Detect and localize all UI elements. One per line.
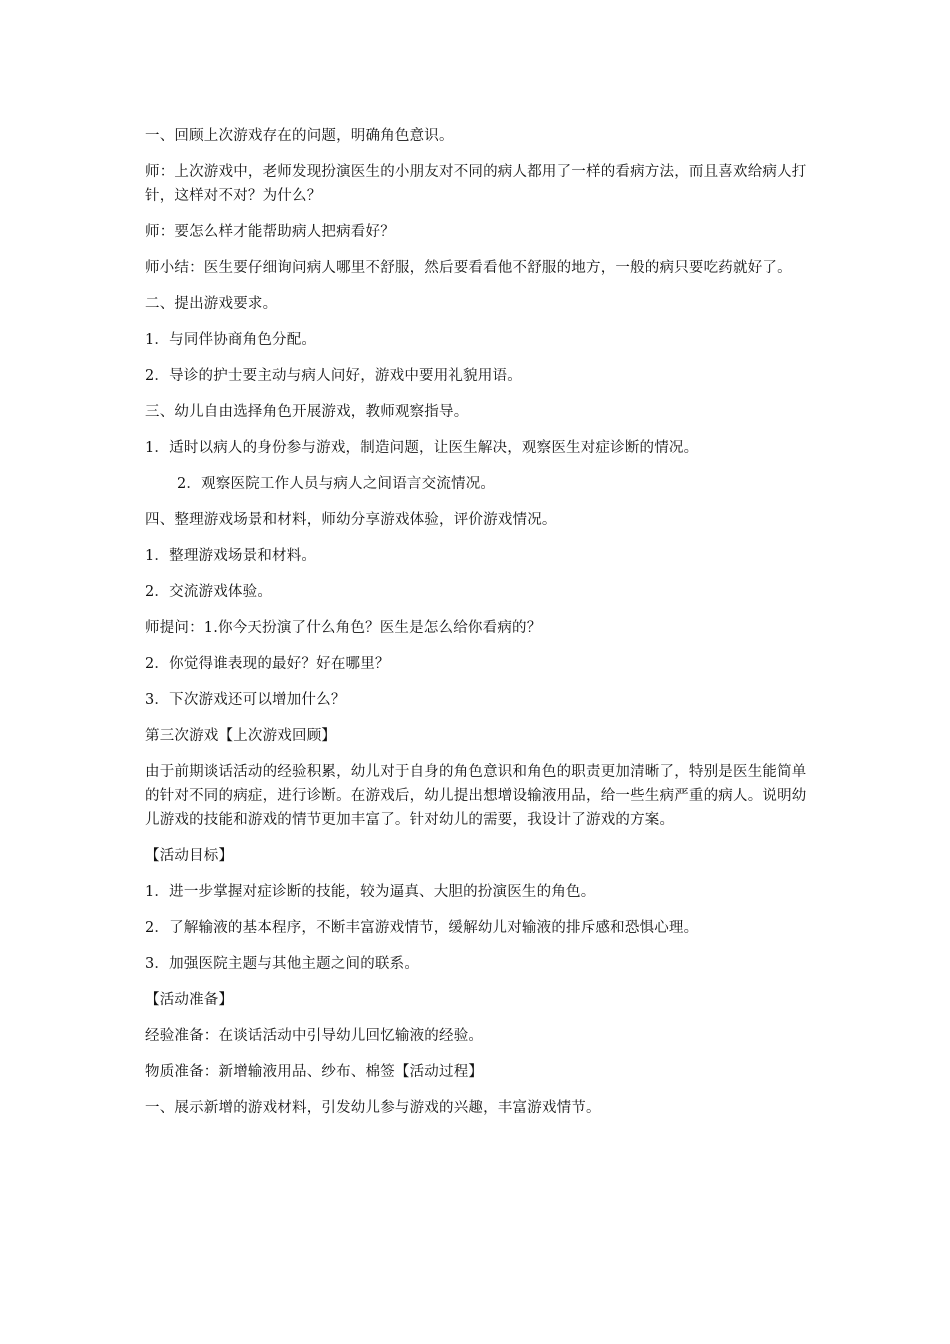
paragraph: 师提问：1.你今天扮演了什么角色？医生是怎么给你看病的？ <box>145 620 542 636</box>
paragraph: 经验准备：在谈话活动中引导幼儿回忆输液的经验。 <box>145 1028 484 1044</box>
paragraph: 2．观察医院工作人员与病人之间语言交流情况。 <box>177 476 496 492</box>
paragraph: 三、幼儿自由选择角色开展游戏，教师观察指导。 <box>145 404 469 420</box>
paragraph: 由于前期谈话活动的经验积累，幼儿对于自身的角色意识和角色的职责更加清晰了，特别是医生能简单的针对不同的病症，进行诊断。在游戏后，幼儿提出想增设输液用品，给一些生病严重的病人。说明幼儿游戏的技能和游戏的情节更加丰富了。针对幼儿的需要，我设计了游戏的方案。 <box>145 764 807 828</box>
paragraph: 3．下次游戏还可以增加什么？ <box>145 692 346 708</box>
paragraph: 一、展示新增的游戏材料，引发幼儿参与游戏的兴趣，丰富游戏情节。 <box>145 1100 601 1116</box>
paragraph: 【活动目标】 <box>145 848 234 864</box>
document-body <box>145 124 810 1132</box>
paragraph: 1．适时以病人的身份参与游戏，制造问题，让医生解决，观察医生对症诊断的情况。 <box>145 440 699 456</box>
paragraph: 四、整理游戏场景和材料，师幼分享游戏体验，评价游戏情况。 <box>145 512 557 528</box>
paragraph: 【活动准备】 <box>145 992 234 1008</box>
paragraph: 二、提出游戏要求。 <box>145 296 278 312</box>
paragraph: 3．加强医院主题与其他主题之间的联系。 <box>145 956 420 972</box>
paragraph: 2．你觉得谁表现的最好？好在哪里？ <box>145 656 390 672</box>
paragraph: 2．导诊的护士要主动与病人问好，游戏中要用礼貌用语。 <box>145 368 522 384</box>
paragraph: 2．交流游戏体验。 <box>145 584 273 600</box>
paragraph: 1．整理游戏场景和材料。 <box>145 548 317 564</box>
paragraph: 1．与同伴协商角色分配。 <box>145 332 317 348</box>
paragraph: 第三次游戏【上次游戏回顾】 <box>145 728 337 744</box>
paragraph: 师：上次游戏中，老师发现扮演医生的小朋友对不同的病人都用了一样的看病方法，而且喜欢给病人打针，这样对不对？为什么？ <box>145 164 807 204</box>
paragraph: 师：要怎么样才能帮助病人把病看好？ <box>145 224 395 240</box>
paragraph: 2．了解输液的基本程序，不断丰富游戏情节，缓解幼儿对输液的排斥感和恐惧心理。 <box>145 920 699 936</box>
paragraph: 一、回顾上次游戏存在的问题，明确角色意识。 <box>145 128 454 144</box>
paragraph: 物质准备：新增输液用品、纱布、棉签【活动过程】 <box>145 1064 484 1080</box>
paragraph: 师小结：医生要仔细询问病人哪里不舒服，然后要看看他不舒服的地方，一般的病只要吃药就好了。 <box>145 260 792 276</box>
paragraph: 1．进一步掌握对症诊断的技能，较为逼真、大胆的扮演医生的角色。 <box>145 884 596 900</box>
